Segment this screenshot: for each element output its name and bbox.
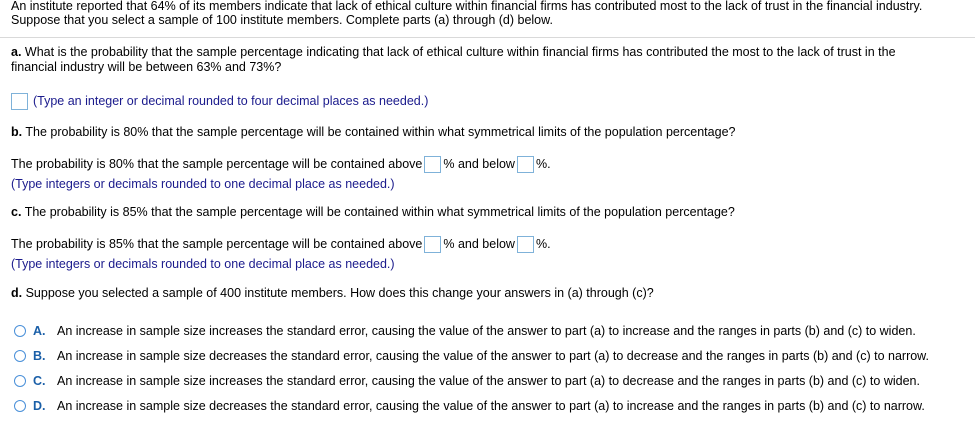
part-c-answer-row	[11, 235, 551, 253]
option-d[interactable]	[14, 398, 925, 414]
option-b-text: An increase in sample size decreases the standard error, causing the value of the answer to part (a) to decrease and the ranges in parts (b) and (c) to narrow.	[57, 349, 929, 363]
part-b-question-text: The probability is 80% that the sample percentage will be contained within what symmetrical limits of the population percentage?	[25, 125, 736, 139]
part-c-hint: (Type integers or decimals rounded to one decimal place as needed.)	[11, 257, 395, 271]
divider	[0, 37, 975, 38]
option-b-letter: B.	[33, 349, 46, 363]
option-b-radio[interactable]	[14, 350, 26, 362]
option-a-text: An increase in sample size increases the standard error, causing the value of the answer to part (a) to increase and the ranges in parts (b) and (c) to widen.	[57, 324, 916, 338]
part-a-question-line-2: financial industry will be between 63% and 73%?	[11, 60, 282, 74]
option-d-text: An increase in sample size decreases the standard error, causing the value of the answer to part (a) to increase and the ranges in parts (b) and (c) to narrow.	[57, 399, 925, 413]
part-b-answer-middle: % and below	[443, 157, 515, 171]
part-b-answer-suffix: %.	[535, 157, 551, 171]
part-b-answer-prefix: The probability is 80% that the sample percentage will be contained above	[11, 157, 423, 171]
option-c-letter: C.	[33, 374, 46, 388]
part-a-hint: (Type an integer or decimal rounded to four decimal places as needed.)	[33, 94, 429, 108]
part-c-label: c.	[11, 205, 22, 219]
option-c-radio[interactable]	[14, 375, 26, 387]
option-c-text: An increase in sample size increases the standard error, causing the value of the answer to part (a) to decrease and the ranges in parts (b) and (c) to widen.	[57, 374, 920, 388]
part-a-label: a.	[11, 45, 22, 59]
part-a-answer-input[interactable]	[11, 93, 28, 110]
option-a[interactable]	[14, 323, 916, 339]
part-c-answer-suffix: %.	[535, 237, 551, 251]
intro-line-2: Suppose that you select a sample of 100 institute members. Complete parts (a) through (d) below.	[11, 13, 553, 27]
part-b-above-input[interactable]	[424, 156, 441, 173]
part-c-above-input[interactable]	[424, 236, 441, 253]
part-a-answer-row	[11, 92, 428, 110]
part-d-question	[11, 286, 654, 301]
part-c-question	[11, 205, 735, 220]
part-c-below-input[interactable]	[517, 236, 534, 253]
part-d-question-text: Suppose you selected a sample of 400 institute members. How does this change your answers in (a) through (c)?	[25, 286, 654, 300]
intro-line-1: An institute reported that 64% of its members indicate that lack of ethical culture within financial firms has contributed most to the lack of trust in the financial industry.	[11, 0, 923, 13]
option-c[interactable]	[14, 373, 920, 389]
option-d-letter: D.	[33, 399, 46, 413]
part-a-question-line-1: What is the probability that the sample percentage indicating that lack of ethical culture within financial firms has contributed the most to the lack of trust in the	[24, 45, 896, 59]
part-b-label: b.	[11, 125, 23, 139]
part-a-question	[11, 45, 896, 60]
option-d-radio[interactable]	[14, 400, 26, 412]
part-c-answer-prefix: The probability is 85% that the sample percentage will be contained above	[11, 237, 423, 251]
part-d-label: d.	[11, 286, 23, 300]
part-b-answer-row	[11, 155, 551, 173]
part-c-answer-middle: % and below	[443, 237, 515, 251]
option-a-radio[interactable]	[14, 325, 26, 337]
part-b-hint: (Type integers or decimals rounded to one decimal place as needed.)	[11, 177, 395, 191]
part-b-below-input[interactable]	[517, 156, 534, 173]
part-b-question	[11, 125, 735, 140]
part-c-question-text: The probability is 85% that the sample percentage will be contained within what symmetrical limits of the population percentage?	[24, 205, 735, 219]
option-a-letter: A.	[33, 324, 46, 338]
option-b[interactable]	[14, 348, 929, 364]
